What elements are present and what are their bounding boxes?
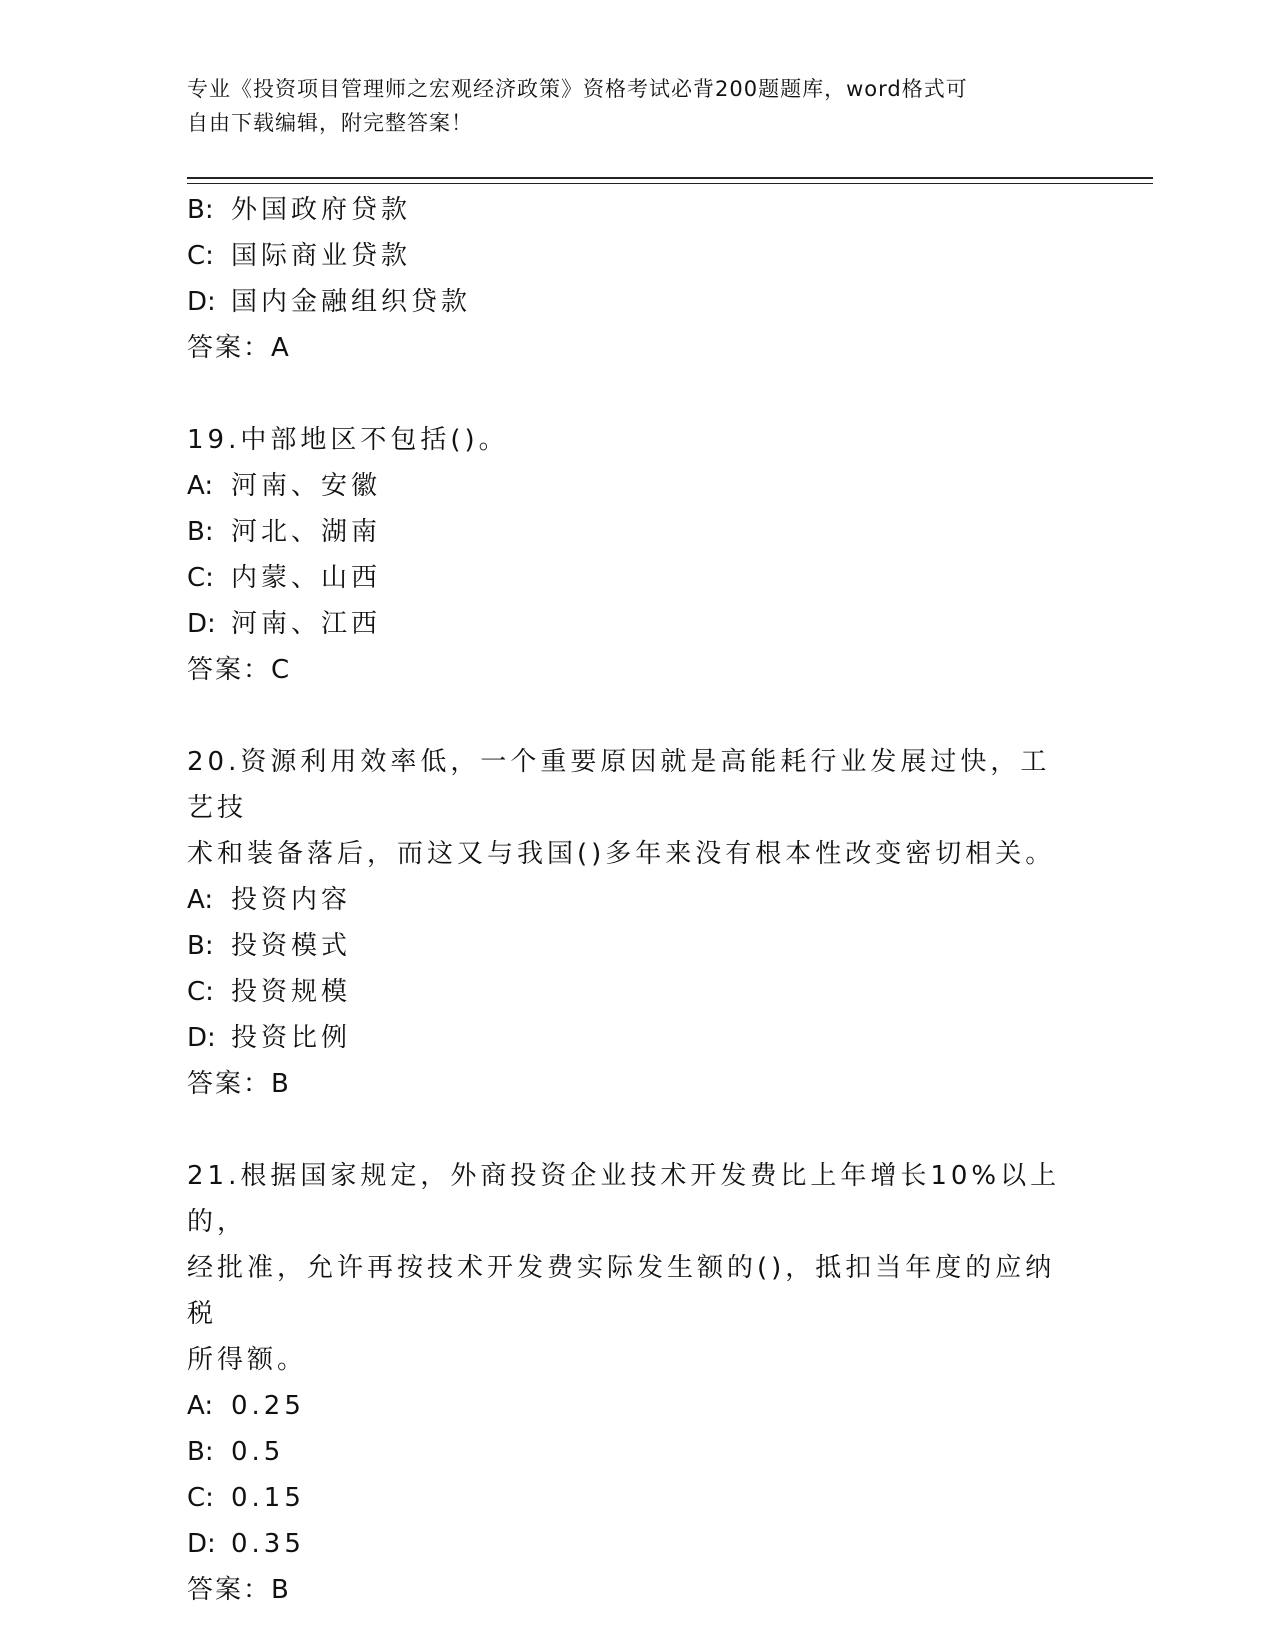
option-d	[187, 279, 1067, 325]
option-letter: C:	[187, 241, 214, 271]
header-rule-thin	[187, 183, 1153, 184]
option-b	[187, 509, 1067, 555]
question-19	[187, 417, 1067, 693]
option-letter: C:	[187, 1483, 214, 1513]
option-letter: B:	[187, 195, 214, 225]
answer-line: 答案：B	[187, 1069, 291, 1099]
option-text: 内蒙、山西	[231, 563, 382, 593]
answer-line: 答案：A	[187, 333, 291, 363]
option-text: 河南、安徽	[231, 471, 382, 501]
option-b	[187, 1429, 1067, 1475]
option-text: 河南、江西	[231, 609, 382, 639]
option-letter: C:	[187, 977, 214, 1007]
option-text: 外国政府贷款	[231, 195, 412, 225]
option-text: 国内金融组织贷款	[231, 287, 472, 317]
option-letter: D:	[187, 287, 216, 317]
option-letter: A:	[187, 471, 214, 501]
option-d	[187, 601, 1067, 647]
option-c	[187, 969, 1067, 1015]
option-b	[187, 187, 1067, 233]
option-text: 投资比例	[231, 1023, 352, 1053]
question-text: 19.中部地区不包括()。	[187, 425, 509, 455]
option-letter: D:	[187, 1529, 216, 1559]
option-letter: A:	[187, 885, 214, 915]
option-text: 国际商业贷款	[231, 241, 412, 271]
question-20	[187, 739, 1067, 1107]
option-a	[187, 1383, 1067, 1429]
option-text: 投资模式	[231, 931, 352, 961]
option-c	[187, 555, 1067, 601]
document-header	[187, 72, 1067, 140]
question-text-line-2: 术和装备落后，而这又与我国()多年来没有根本性改变密切相关。	[187, 839, 1056, 869]
option-text: 0.35	[231, 1529, 305, 1559]
option-text: 投资内容	[231, 885, 352, 915]
option-c	[187, 1475, 1067, 1521]
option-text: 投资规模	[231, 977, 352, 1007]
option-text: 0.15	[231, 1483, 305, 1513]
option-d	[187, 1521, 1067, 1567]
question-text-line-3: 所得额。	[187, 1345, 308, 1375]
option-text: 河北、湖南	[231, 517, 382, 547]
header-line-1: 专业《投资项目管理师之宏观经济政策》资格考试必背200题题库，word格式可	[187, 77, 968, 101]
question-text-line-1: 21.根据国家规定，外商投资企业技术开发费比上年增长10%以上的，	[187, 1161, 1061, 1237]
option-letter: B:	[187, 1437, 214, 1467]
answer-line: 答案：C	[187, 655, 292, 685]
option-b	[187, 923, 1067, 969]
question-text-line-2: 经批准，允许再按技术开发费实际发生额的()，抵扣当年度的应纳税	[187, 1253, 1056, 1329]
option-text: 0.5	[231, 1437, 285, 1467]
answer-line: 答案：B	[187, 1575, 291, 1605]
option-letter: B:	[187, 517, 214, 547]
question-text-line-1: 20.资源利用效率低，一个重要原因就是高能耗行业发展过快，工艺技	[187, 747, 1051, 823]
option-letter: B:	[187, 931, 214, 961]
option-letter: C:	[187, 563, 214, 593]
question-content	[187, 187, 1067, 1613]
option-a	[187, 877, 1067, 923]
header-rule-thick	[187, 177, 1153, 179]
option-letter: D:	[187, 609, 216, 639]
option-a	[187, 463, 1067, 509]
option-c	[187, 233, 1067, 279]
question-21	[187, 1153, 1067, 1613]
option-letter: A:	[187, 1391, 214, 1421]
option-text: 0.25	[231, 1391, 305, 1421]
option-letter: D:	[187, 1023, 216, 1053]
question-18-tail	[187, 187, 1067, 371]
header-line-2: 自由下载编辑，附完整答案！	[187, 111, 473, 135]
option-d	[187, 1015, 1067, 1061]
